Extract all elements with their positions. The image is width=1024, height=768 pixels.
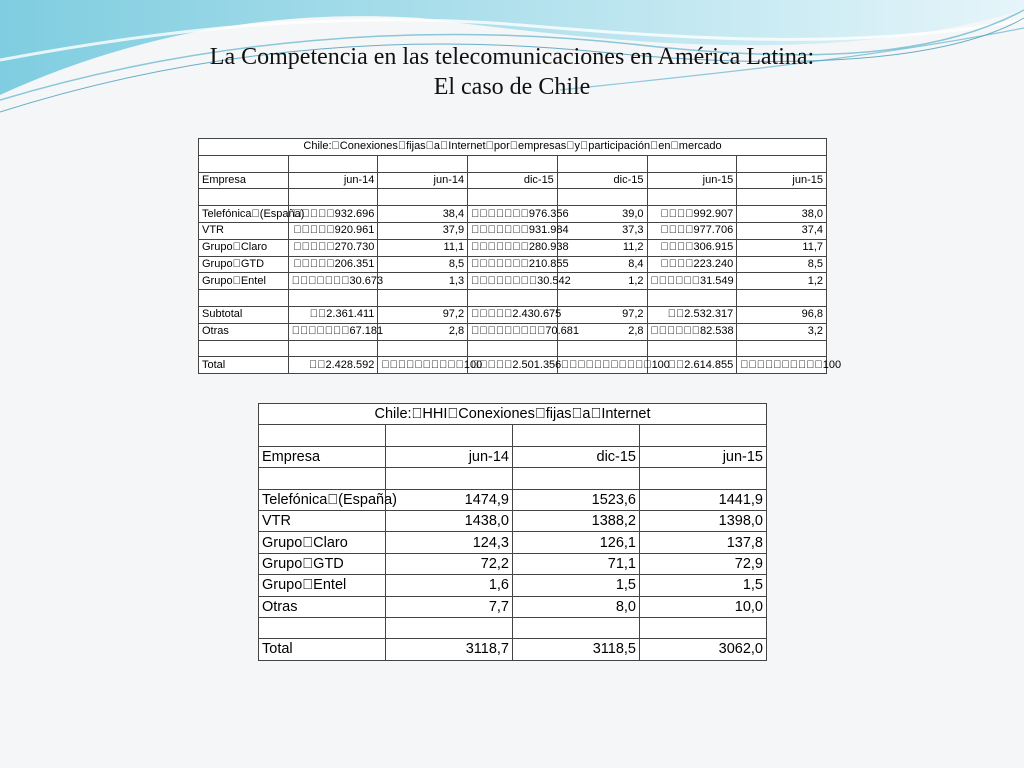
empty-cell [557, 155, 647, 172]
table-row [259, 596, 767, 617]
row-label-cell: Telefónica (España) [199, 206, 289, 223]
empty-cell [386, 468, 513, 489]
value-cell:          70.681 [468, 323, 558, 340]
table-row [259, 489, 767, 510]
row-label-cell [199, 340, 289, 357]
value-cell: 1441,9 [640, 489, 767, 510]
value-cell [378, 340, 468, 357]
table-row [259, 617, 767, 638]
value-cell:     977.706 [647, 222, 737, 239]
table-title-row [259, 404, 767, 425]
value-cell:      2.501.356 [468, 357, 558, 374]
value-cell: 1,5 [640, 575, 767, 596]
table-row [259, 639, 767, 660]
empty-cell [378, 189, 468, 206]
value-cell:   2.532.317 [647, 306, 737, 323]
value-cell:   2.361.411 [288, 306, 378, 323]
row-label-cell: Subtotal [199, 306, 289, 323]
table-row [199, 222, 827, 239]
value-cell:         30.542 [468, 273, 558, 290]
row-label-cell: Grupo Entel [199, 273, 289, 290]
row-label-cell: Grupo Entel [259, 575, 386, 596]
value-cell: 8,4 [557, 256, 647, 273]
blank-row [199, 155, 827, 172]
table-row [199, 273, 827, 290]
value-cell [557, 340, 647, 357]
column-header-period: dic-15 [513, 446, 640, 467]
empty-cell [640, 468, 767, 489]
value-cell: 72,2 [386, 553, 513, 574]
hhi-table [258, 403, 767, 661]
value-cell: 8,5 [378, 256, 468, 273]
value-cell: 8,5 [737, 256, 827, 273]
value-cell:       31.549 [647, 273, 737, 290]
blank-row [259, 468, 767, 489]
empty-cell [386, 425, 513, 446]
value-cell [647, 290, 737, 307]
empty-cell [647, 189, 737, 206]
empty-cell [288, 155, 378, 172]
value-cell: 71,1 [513, 553, 640, 574]
value-cell [737, 290, 827, 307]
empty-cell [199, 189, 289, 206]
value-cell:       82.538 [647, 323, 737, 340]
value-cell:        67.181 [288, 323, 378, 340]
table-row [259, 575, 767, 596]
value-cell:      2.430.675 [468, 306, 558, 323]
value-cell:      932.696 [288, 206, 378, 223]
value-cell: 96,8 [737, 306, 827, 323]
title-line-1: La Competencia en las telecomunicaciones en América Latina: [209, 44, 815, 70]
value-cell:        976.356 [468, 206, 558, 223]
value-cell: 1,2 [737, 273, 827, 290]
value-cell [737, 340, 827, 357]
value-cell [557, 290, 647, 307]
header-row [199, 172, 827, 189]
row-label-cell: Grupo Claro [199, 239, 289, 256]
value-cell: 3,2 [737, 323, 827, 340]
value-cell: 37,3 [557, 222, 647, 239]
row-label-cell: Total [259, 639, 386, 660]
table-row [199, 357, 827, 374]
empty-cell [737, 155, 827, 172]
value-cell: 1,6 [386, 575, 513, 596]
value-cell: 1388,2 [513, 510, 640, 531]
value-cell:   2.614.855 [647, 357, 737, 374]
table-title: Chile: HHI Conexiones fijas a Internet [259, 404, 767, 425]
column-header-period: dic-15 [468, 172, 558, 189]
table-row [259, 553, 767, 574]
value-cell: 8,0 [513, 596, 640, 617]
value-cell [513, 617, 640, 638]
value-cell: 137,8 [640, 532, 767, 553]
header-row [259, 446, 767, 467]
value-cell:      206.351 [288, 256, 378, 273]
column-header-period: jun-15 [640, 446, 767, 467]
row-label-cell: Telefónica (España) [259, 489, 386, 510]
empty-cell [199, 155, 289, 172]
column-header-company: Empresa [259, 446, 386, 467]
column-header-period: jun-14 [288, 172, 378, 189]
value-cell: 1438,0 [386, 510, 513, 531]
value-cell: 39,0 [557, 206, 647, 223]
table-row [259, 532, 767, 553]
value-cell:     306.915 [647, 239, 737, 256]
value-cell [640, 617, 767, 638]
empty-cell [259, 468, 386, 489]
value-cell: 1398,0 [640, 510, 767, 531]
value-cell [386, 617, 513, 638]
empty-cell [737, 189, 827, 206]
column-header-period: jun-15 [647, 172, 737, 189]
value-cell:     992.907 [647, 206, 737, 223]
title-line-2: El caso de Chile [433, 74, 591, 100]
value-cell:           100 [737, 357, 827, 374]
value-cell:   2.428.592 [288, 357, 378, 374]
value-cell [468, 340, 558, 357]
empty-cell [378, 155, 468, 172]
value-cell: 10,0 [640, 596, 767, 617]
value-cell: 1,5 [513, 575, 640, 596]
empty-cell [513, 425, 640, 446]
blank-row [259, 425, 767, 446]
value-cell: 38,0 [737, 206, 827, 223]
value-cell: 72,9 [640, 553, 767, 574]
value-cell: 11,2 [557, 239, 647, 256]
row-label-cell: Grupo Claro [259, 532, 386, 553]
value-cell: 3118,5 [513, 639, 640, 660]
value-cell [468, 290, 558, 307]
value-cell: 11,1 [378, 239, 468, 256]
blank-row [199, 189, 827, 206]
value-cell:      920.961 [288, 222, 378, 239]
value-cell: 1474,9 [386, 489, 513, 510]
row-label-cell [199, 290, 289, 307]
slide-title [0, 42, 1024, 102]
value-cell: 1,2 [557, 273, 647, 290]
value-cell: 1,3 [378, 273, 468, 290]
column-header-period: jun-14 [378, 172, 468, 189]
value-cell: 97,2 [378, 306, 468, 323]
value-cell:      270.730 [288, 239, 378, 256]
value-cell: 37,4 [737, 222, 827, 239]
value-cell: 37,9 [378, 222, 468, 239]
value-cell: 3118,7 [386, 639, 513, 660]
value-cell: 2,8 [557, 323, 647, 340]
value-cell:        210.855 [468, 256, 558, 273]
empty-cell [513, 468, 640, 489]
row-label-cell: Total [199, 357, 289, 374]
empty-cell [259, 425, 386, 446]
value-cell:     223.240 [647, 256, 737, 273]
table-row [199, 290, 827, 307]
value-cell:        931.984 [468, 222, 558, 239]
value-cell: 2,8 [378, 323, 468, 340]
value-cell: 7,7 [386, 596, 513, 617]
value-cell: 124,3 [386, 532, 513, 553]
value-cell:           100 [378, 357, 468, 374]
empty-cell [468, 189, 558, 206]
value-cell:        30.673 [288, 273, 378, 290]
row-label-cell: Grupo GTD [199, 256, 289, 273]
column-header-company: Empresa [199, 172, 289, 189]
empty-cell [640, 425, 767, 446]
column-header-period: dic-15 [557, 172, 647, 189]
row-label-cell: VTR [259, 510, 386, 531]
value-cell [378, 290, 468, 307]
value-cell: 126,1 [513, 532, 640, 553]
connections-market-share-table [198, 138, 842, 374]
table-row [199, 323, 827, 340]
table-row [259, 510, 767, 531]
value-cell [288, 340, 378, 357]
row-label-cell: Grupo GTD [259, 553, 386, 574]
row-label-cell: VTR [199, 222, 289, 239]
row-label-cell [259, 617, 386, 638]
empty-cell [647, 155, 737, 172]
value-cell: 97,2 [557, 306, 647, 323]
table-row [199, 239, 827, 256]
value-cell: 38,4 [378, 206, 468, 223]
value-cell [647, 340, 737, 357]
empty-cell [288, 189, 378, 206]
row-label-cell: Otras [199, 323, 289, 340]
value-cell: 3062,0 [640, 639, 767, 660]
value-cell [288, 290, 378, 307]
empty-cell [468, 155, 558, 172]
table-row [199, 206, 827, 223]
table-title-row [199, 139, 827, 156]
table-row [199, 340, 827, 357]
value-cell:        280.938 [468, 239, 558, 256]
empty-cell [557, 189, 647, 206]
column-header-period: jun-15 [737, 172, 827, 189]
table-row [199, 256, 827, 273]
row-label-cell: Otras [259, 596, 386, 617]
value-cell: 1523,6 [513, 489, 640, 510]
value-cell:            100 [557, 357, 647, 374]
table-title: Chile: Conexiones fijas a Internet por empresas y participación en mercado [199, 139, 827, 156]
column-header-period: jun-14 [386, 446, 513, 467]
value-cell: 11,7 [737, 239, 827, 256]
table-row [199, 306, 827, 323]
